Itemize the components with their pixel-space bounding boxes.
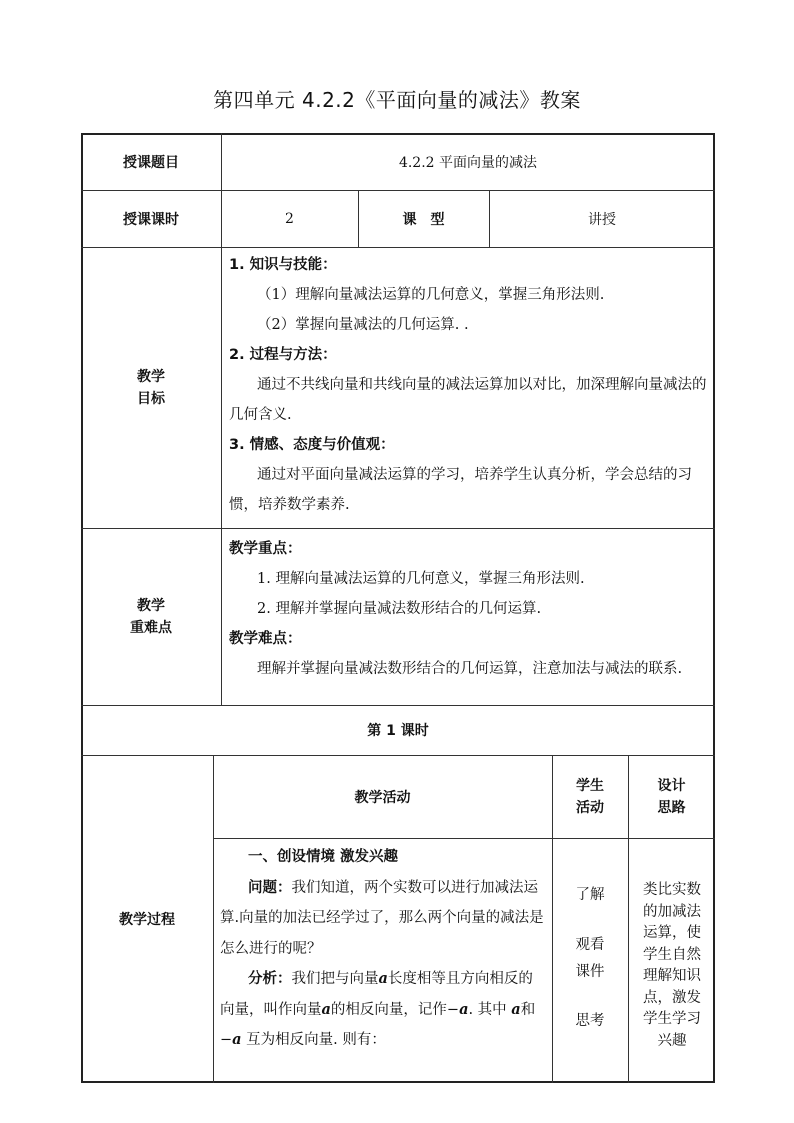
design-idea-text: 类比实数的加减法运算，使学生自然理解知识点，激发学生学习兴趣 [643, 882, 701, 1049]
keypoints-label-line1: 教学 [137, 597, 165, 614]
objectives-label-line1: 教学 [137, 368, 165, 385]
analysis-text-3: 的相反向量，记作− [330, 1001, 460, 1018]
col-header-student-line2: 活动 [576, 799, 604, 816]
keypoints-label [81, 528, 221, 705]
vector-a-symbol: a [232, 1031, 242, 1048]
objectives-item-1: （1）理解向量减法运算的几何意义，掌握三角形法则. [257, 287, 605, 303]
keypoints-focus-2: 2. 理解并掌握向量减法数形结合的几何运算. [257, 601, 542, 617]
objectives-label-line2: 目标 [137, 390, 165, 407]
analysis-label: 分析： [248, 971, 292, 987]
objectives-heading-attitude: 3. 情感、态度与价值观： [229, 437, 395, 453]
col-header-student-line1: 学生 [576, 777, 604, 794]
analysis-text-5: 和− [220, 1001, 536, 1048]
analysis-text-1: 我们把与向量 [291, 971, 379, 987]
topic-label: 授课题目 [123, 154, 179, 171]
student-activity-item: 课件 [575, 964, 605, 980]
student-activity-item: 观看 [575, 937, 605, 953]
vector-a-symbol: a [511, 1000, 521, 1018]
keypoints-heading-focus: 教学重点： [229, 541, 302, 557]
analysis-text-2: 长度相等且方向相反的向量，叫作向量 [220, 971, 533, 1018]
vector-a-symbol: a [378, 970, 388, 987]
col-header-design-line1: 设计 [657, 777, 686, 794]
question-text: 我们知道，两个实数可以进行加减法运算.向量的加法已经学过了，那么两个向量的减法是怎么进行的呢？ [220, 879, 544, 957]
keypoints-heading-difficulty: 教学难点： [229, 631, 302, 647]
student-activity-item: 思考 [575, 1013, 605, 1029]
objectives-content [229, 250, 709, 520]
col-header-design-line2: 思路 [657, 799, 686, 816]
student-activity-item: 了解 [575, 887, 605, 903]
objectives-attitude-text: 通过对平面向量减法运算的学习，培养学生认真分析，学会总结的习惯，培养数学素养. [229, 467, 692, 513]
keypoints-content [229, 534, 709, 684]
objectives-heading-process: 2. 过程与方法： [229, 347, 337, 363]
analysis-text-6: 互为相反向量. 则有： [241, 1032, 386, 1048]
objectives-process-text: 通过不共线向量和共线向量的减法运算加以对比，加深理解向量减法的几何含义. [229, 377, 707, 423]
type-value: 讲授 [588, 211, 616, 228]
activity-analysis [220, 964, 546, 1056]
lesson-heading: 第 1 课时 [367, 723, 429, 739]
hours-label: 授课课时 [123, 211, 179, 228]
type-label: 课 型 [402, 211, 445, 228]
analysis-text-4: . 其中 [468, 1001, 512, 1018]
process-label: 教学过程 [119, 912, 175, 928]
keypoints-focus-1: 1. 理解向量减法运算的几何意义，掌握三角形法则. [257, 571, 585, 587]
vector-a-symbol: a [321, 1000, 331, 1018]
activity-content [220, 842, 546, 1056]
hours-value: 2 [285, 210, 294, 227]
vector-a-symbol: a [459, 1000, 469, 1018]
col-header-activity: 教学活动 [354, 789, 411, 806]
activity-section-title: 一、创设情境 激发兴趣 [248, 849, 399, 865]
topic-value: 4.2.2 平面向量的减法 [398, 154, 538, 171]
objectives-item-2: （2）掌握向量减法的几何运算. . [257, 317, 469, 333]
col-header-design [628, 755, 715, 838]
keypoints-label-line2: 重难点 [130, 619, 172, 636]
objectives-label [81, 247, 221, 528]
objectives-heading-knowledge: 1. 知识与技能： [229, 257, 337, 273]
col-header-student [552, 755, 628, 838]
activity-question [220, 873, 546, 965]
document-title: 第四单元 4.2.2《平面向量的减法》教案 [213, 88, 581, 112]
question-label: 问题： [248, 879, 292, 896]
keypoints-difficulty-text: 理解并掌握向量减法数形结合的几何运算，注意加法与减法的联系. [257, 661, 683, 677]
